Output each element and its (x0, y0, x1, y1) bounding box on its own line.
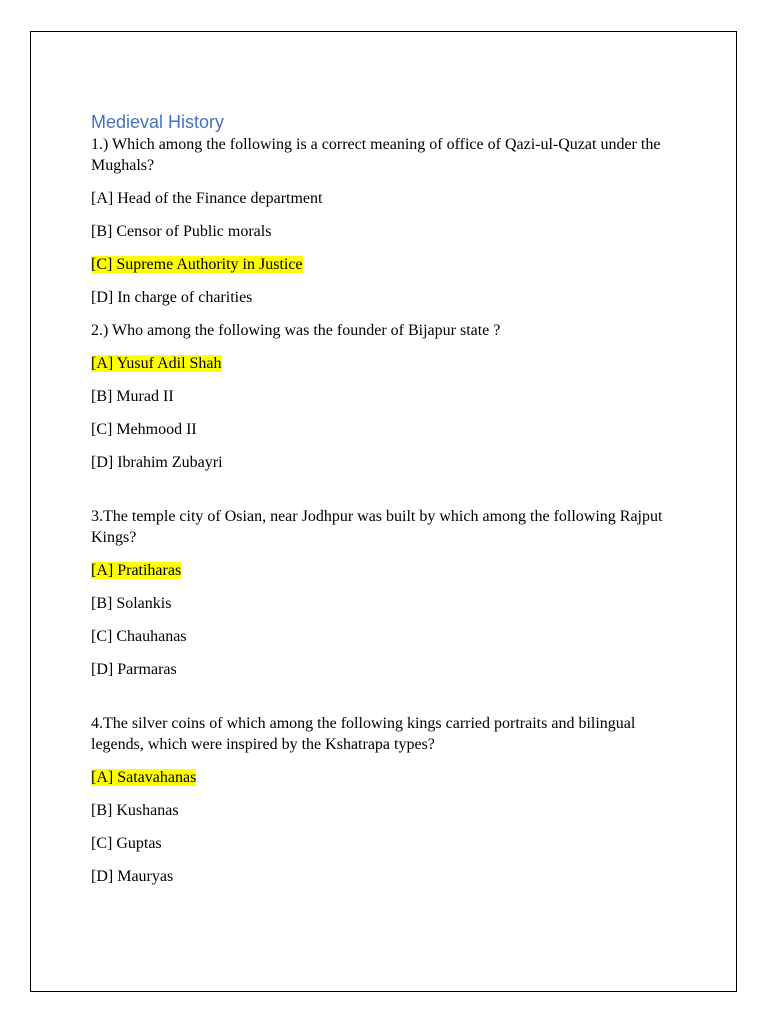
answer-option (91, 419, 691, 440)
question-text: 2.) Who among the following was the founder of Bijapur state ? (91, 322, 501, 339)
option-text: [D] Parmaras (91, 661, 177, 678)
option-text: [B] Solankis (91, 595, 172, 612)
question-text: 1.) Which among the following is a correct meaning of office of Qazi-ul-Quzat under the Mughals? (91, 136, 661, 174)
question-text: 4.The silver coins of which among the following kings carried portraits and bilingual legends, which were inspired by the Kshatrapa types? (91, 715, 636, 753)
section-heading: Medieval History (91, 112, 225, 132)
option-text: [D] In charge of charities (91, 289, 253, 306)
answer-option (91, 800, 691, 821)
option-text: [C] Guptas (91, 835, 162, 852)
answer-option (91, 626, 691, 647)
answer-option-highlighted (91, 767, 691, 788)
option-text: [B] Kushanas (91, 802, 179, 819)
blank-line (91, 692, 691, 713)
option-text: [D] Ibrahim Zubayri (91, 454, 223, 471)
option-text: [A] Yusuf Adil Shah (91, 355, 222, 372)
option-text: [C] Chauhanas (91, 628, 187, 645)
question-block (91, 506, 691, 680)
answer-option (91, 188, 691, 209)
answer-option (91, 452, 691, 473)
question-text: 3.The temple city of Osian, near Jodhpur was built by which among the following Rajput Kings? (91, 508, 663, 546)
answer-option (91, 866, 691, 887)
document-content (91, 111, 691, 899)
blank-line (91, 485, 691, 506)
answer-option-highlighted (91, 254, 691, 275)
option-text: [A] Satavahanas (91, 769, 197, 786)
answer-option (91, 659, 691, 680)
document-page (30, 31, 737, 992)
answer-option-highlighted (91, 353, 691, 374)
answer-option (91, 593, 691, 614)
answer-option (91, 386, 691, 407)
option-text: [A] Pratiharas (91, 562, 182, 579)
answer-option (91, 221, 691, 242)
option-text: [B] Censor of Public morals (91, 223, 272, 240)
answer-option (91, 833, 691, 854)
answer-option-highlighted (91, 560, 691, 581)
option-text: [C] Mehmood II (91, 421, 197, 438)
question-block (91, 713, 691, 887)
option-text: [C] Supreme Authority in Justice (91, 256, 303, 273)
question-block (91, 320, 691, 473)
option-text: [B] Murad II (91, 388, 174, 405)
option-text: [D] Mauryas (91, 868, 174, 885)
question-block (91, 134, 691, 308)
answer-option (91, 287, 691, 308)
option-text: [A] Head of the Finance department (91, 190, 323, 207)
